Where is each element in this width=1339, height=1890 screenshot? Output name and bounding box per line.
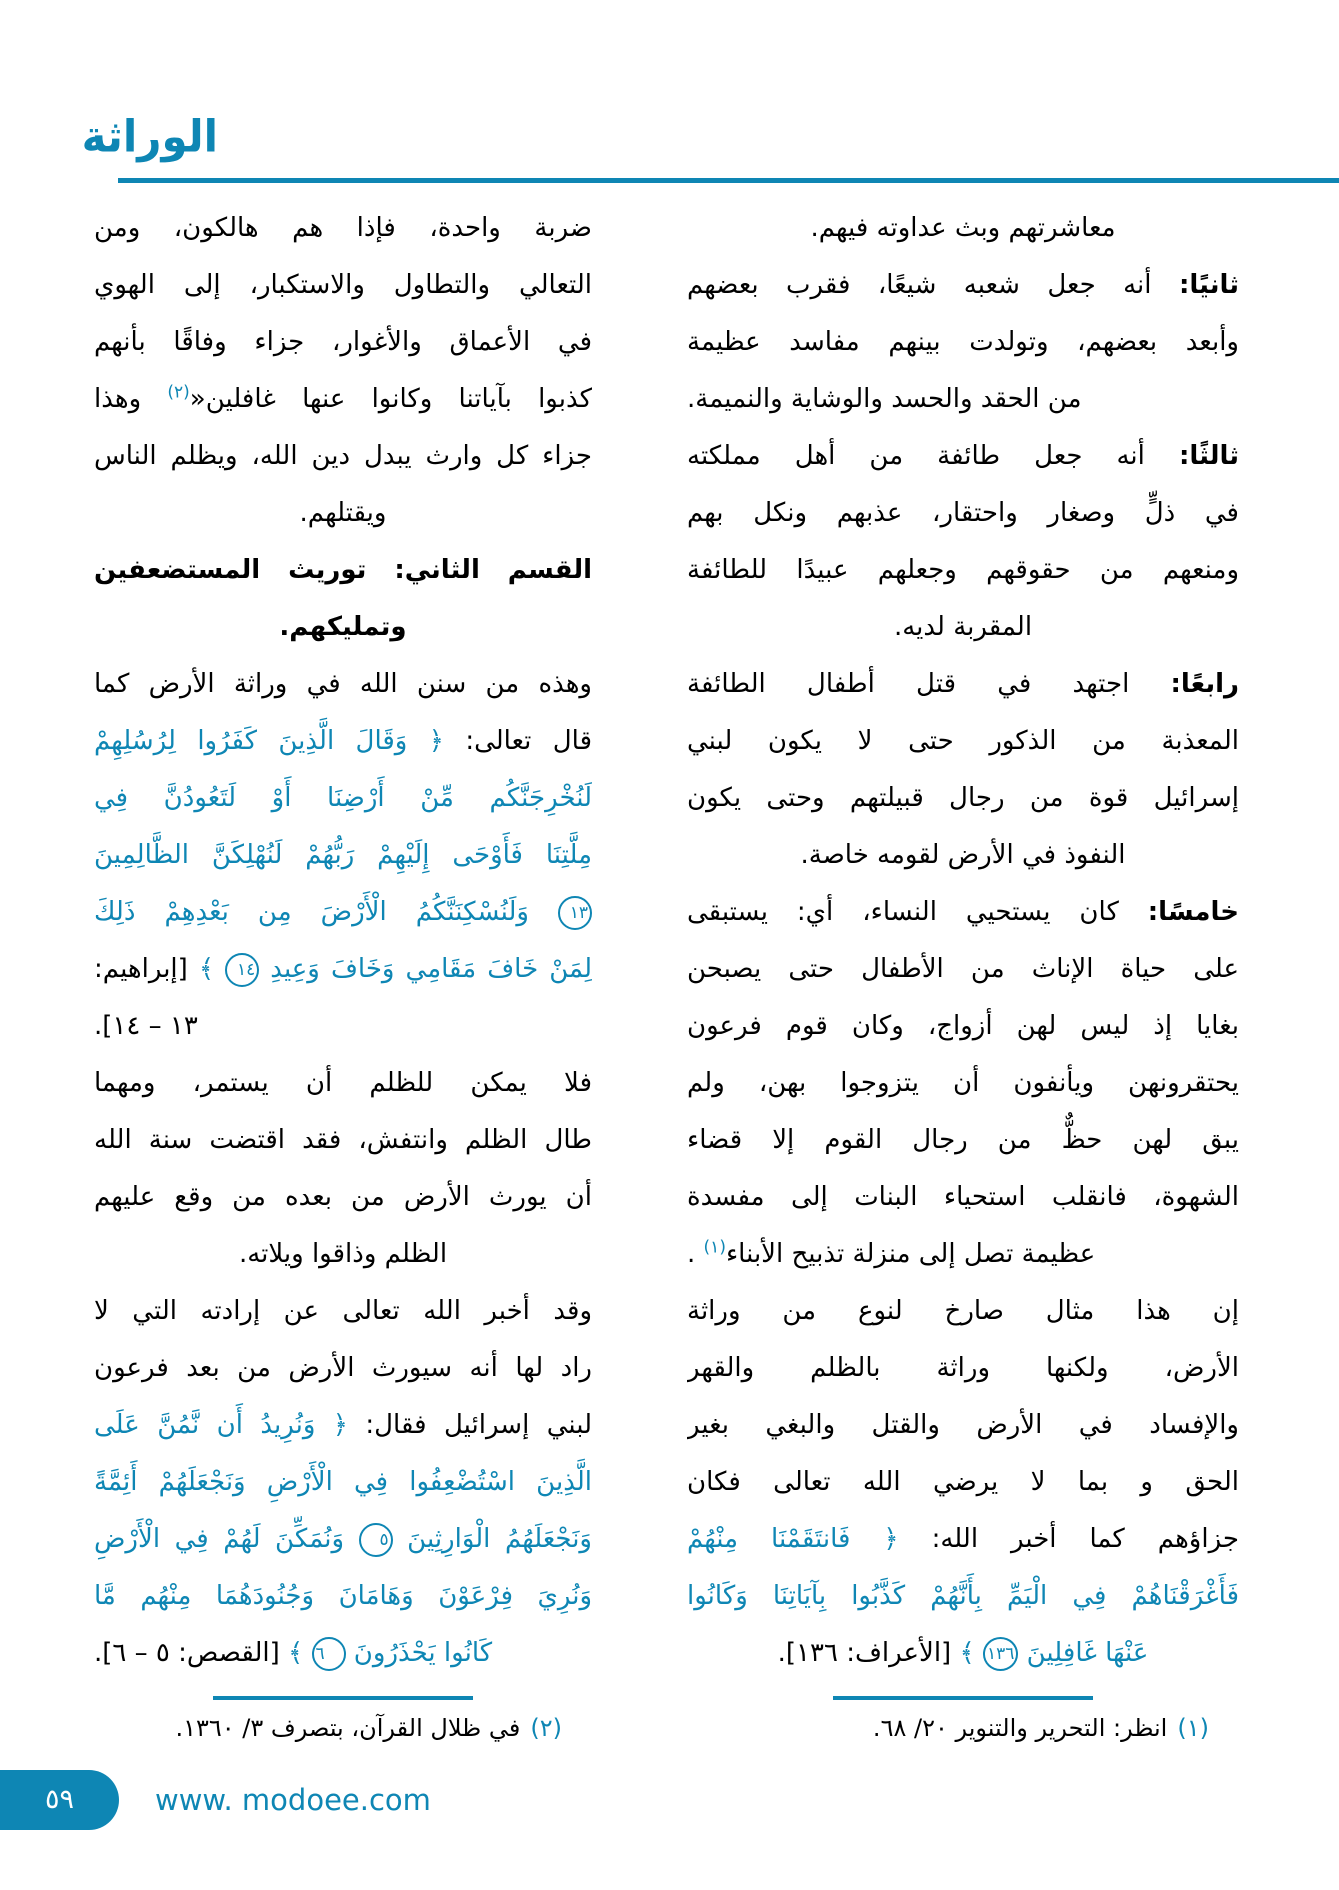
ayah-number-ornament: ٦ — [312, 1637, 346, 1671]
quran-verse-line — [94, 770, 592, 827]
quran-text: وَلَنُسْكِنَنَّكُمُ الْأَرْضَ مِن بَعْدِهِمْ ذَلِكَ — [94, 897, 558, 927]
body-text: جزاؤهم كما أخبر الله: — [898, 1524, 1239, 1554]
body-text: طال الظلم وانتفش، فقد اقتضت سنة الله — [94, 1125, 592, 1155]
body-text: من الحقد والحسد والوشاية والنميمة. — [687, 384, 1082, 414]
body-text: قال تعالى: — [443, 726, 592, 756]
quran-text: ﴿ فَانتَقَمْنَا مِنْهُمْ — [687, 1524, 899, 1554]
text-column-left — [94, 200, 592, 1770]
body-text: الشهوة، فانقلب استحياء البنات إلى مفسدة — [687, 1182, 1239, 1212]
quran-text: مِلَّتِنَا فَأَوْحَى إِلَيْهِمْ رَبُّهُمْ لَنُهْلِكَنَّ الظَّالِمِينَ — [94, 840, 592, 870]
body-text: يحتقرونهن ويأنفون أن يتزوجوا بهن، ولم — [687, 1068, 1239, 1098]
quran-verse-line — [94, 1511, 592, 1568]
footnote-divider — [213, 1696, 473, 1700]
body-text: التعالي والتطاول والاستكبار، إلى الهوي — [94, 270, 592, 300]
body-text: ثالثًا: — [1178, 441, 1239, 471]
body-text: والإفساد في الأرض والقتل والبغي بغير — [687, 1410, 1239, 1440]
quran-text: الَّذِينَ اسْتُضْعِفُوا فِي الْأَرْضِ وَنَجْعَلَهُمْ أَئِمَّةً — [94, 1467, 592, 1497]
body-text: وهذا — [94, 384, 168, 414]
quran-verse-line — [687, 1568, 1239, 1625]
quran-text: وَنُمَكِّنَ لَهُمْ فِي الْأَرْضِ — [94, 1524, 359, 1554]
body-text: الظلم وذاقوا ويلاته. — [238, 1239, 448, 1269]
text-line — [687, 1454, 1239, 1511]
text-line — [94, 998, 592, 1055]
body-text: كذبوا بآياتنا وكانوا عنها غافلين« — [189, 384, 592, 414]
body-text: عظيمة تصل إلى منزلة تذبيح الأبناء — [725, 1239, 1096, 1269]
text-line — [687, 599, 1239, 656]
text-line — [687, 1055, 1239, 1112]
page-number-badge — [0, 1770, 119, 1830]
body-text: أنه جعل طائفة من أهل مملكته — [687, 441, 1179, 471]
text-line — [687, 485, 1239, 542]
body-text: إن هذا مثال صارخ لنوع من وراثة — [687, 1296, 1239, 1326]
footnote-right — [687, 1706, 1239, 1750]
body-text: أنه جعل شعبه شيعًا، فقرب بعضهم — [687, 270, 1179, 300]
quran-verse-line — [94, 827, 592, 884]
quran-text: ﴿ وَقَالَ الَّذِينَ كَفَرُوا لِرُسُلِهِمْ — [94, 726, 444, 756]
body-text: ١٣ – ١٤]. — [94, 1011, 198, 1041]
body-text: ضربة واحدة، فإذا هم هالكون، ومن — [94, 213, 592, 243]
text-line — [687, 257, 1239, 314]
body-text: في الأعماق والأغوار، جزاء وفاقًا بأنهم — [94, 327, 592, 357]
text-line — [687, 1226, 1239, 1283]
text-line — [687, 827, 1239, 884]
text-line — [687, 200, 1239, 257]
body-text: الحق و بما لا يرضي الله تعالى فكان — [687, 1467, 1239, 1497]
text-line — [687, 314, 1239, 371]
text-line — [687, 1340, 1239, 1397]
text-line — [94, 1283, 592, 1340]
text-line — [687, 713, 1239, 770]
text-line — [687, 428, 1239, 485]
body-text: لبني إسرائيل فقال: — [348, 1410, 592, 1440]
text-line — [687, 371, 1239, 428]
footnote-text: في ظلال القرآن، بتصرف ٣/ ١٣٦٠. — [175, 1714, 521, 1742]
text-line — [687, 998, 1239, 1055]
body-text: خامسًا: — [1147, 897, 1239, 927]
text-column-right — [687, 200, 1239, 1770]
body-text: وقد أخبر الله تعالى عن إرادته التي لا — [94, 1296, 592, 1326]
text-line — [94, 1226, 592, 1283]
footnote-reference: (٢) — [167, 382, 190, 403]
footnote-marker: (١) — [1177, 1714, 1209, 1742]
text-line — [94, 1340, 592, 1397]
text-line — [94, 1169, 592, 1226]
quran-verse-line — [94, 941, 592, 998]
text-line — [687, 1112, 1239, 1169]
body-text: ثانيًا: — [1178, 270, 1239, 300]
footnote-divider — [833, 1696, 1093, 1700]
quran-text: لِمَنْ خَافَ مَقَامِي وَخَافَ وَعِيدِ — [259, 954, 592, 984]
text-line — [687, 941, 1239, 998]
body-text: يبق لهن حظٌّ من رجال القوم إلا قضاء — [687, 1125, 1239, 1155]
body-text: القسم الثاني: توريث المستضعفين — [94, 555, 592, 585]
header-rule — [118, 178, 1339, 183]
text-line — [94, 1055, 592, 1112]
body-text: رابعًا: — [1170, 669, 1239, 699]
footnote-text: انظر: التحرير والتنوير ٢٠/ ٦٨. — [872, 1714, 1168, 1742]
text-line — [687, 1397, 1239, 1454]
body-text: . — [687, 1239, 704, 1269]
body-text: الأرض، ولكنها وراثة بالظلم والقهر — [687, 1353, 1239, 1383]
body-text: وهذه من سنن الله في وراثة الأرض كما — [94, 669, 592, 699]
body-text: [الأعراف: ١٣٦]. — [777, 1638, 960, 1668]
quran-verse-line — [94, 1397, 592, 1454]
body-text: بغايا إذ ليس لهن أزواج، وكان قوم فرعون — [687, 1011, 1239, 1041]
footnote-reference: (١) — [703, 1237, 726, 1258]
body-text: كان يستحيي النساء، أي: يستبقى — [687, 897, 1148, 927]
body-text: [القصص: ٥ – ٦]. — [94, 1638, 289, 1668]
footnote-left — [94, 1706, 592, 1750]
body-text: جزاء كل وارث يبدل دين الله، ويظلم الناس — [94, 441, 592, 471]
page-content — [94, 200, 1239, 1770]
body-text: راد لها أنه سيورث الأرض من بعد فرعون — [94, 1353, 592, 1383]
body-text: النفوذ في الأرض لقومه خاصة. — [800, 840, 1126, 870]
text-line — [687, 542, 1239, 599]
body-text: وأبعد بعضهم، وتولدت بينهم مفاسد عظيمة — [687, 327, 1239, 357]
chapter-title-calligraphy: الوراثة — [81, 110, 218, 163]
quran-verse-line — [94, 1625, 592, 1682]
body-text: على حياة الإناث من الأطفال حتى يصبحن — [687, 954, 1239, 984]
text-line — [94, 485, 592, 542]
footnote-marker: (٢) — [530, 1714, 562, 1742]
quran-text: ﴾ — [959, 1638, 983, 1668]
ayah-number-ornament: ١٤ — [225, 953, 259, 987]
body-text: المعذبة من الذكور حتى لا يكون لبني — [687, 726, 1239, 756]
body-text: المقربة لديه. — [893, 612, 1033, 642]
body-text: فلا يمكن للظلم أن يستمر، ومهما — [94, 1068, 592, 1098]
page-number: ٥٩ — [44, 1784, 74, 1815]
body-text: ويقتلهم. — [299, 498, 387, 528]
text-line — [687, 656, 1239, 713]
quran-text: ﴾ — [198, 954, 226, 984]
quran-text: كَانُوا يَحْذَرُونَ — [345, 1638, 493, 1668]
body-text: إسرائيل قوة من رجال قبيلتهم وحتى يكون — [687, 783, 1239, 813]
quran-verse-line — [94, 884, 592, 941]
text-line — [687, 1169, 1239, 1226]
quran-verse-line — [94, 1568, 592, 1625]
text-line — [687, 1283, 1239, 1340]
text-line — [687, 770, 1239, 827]
text-line — [94, 257, 592, 314]
text-line — [94, 656, 592, 713]
website-link[interactable]: www. modoee.com — [155, 1783, 431, 1817]
quran-verse-line — [687, 1625, 1239, 1682]
quran-text: ﴾ — [288, 1638, 312, 1668]
quran-text: فَأَغْرَقْنَاهُمْ فِي الْيَمِّ بِأَنَّهُمْ كَذَّبُوا بِآيَاتِنَا وَكَانُوا — [687, 1581, 1239, 1611]
quran-text: ﴿ وَنُرِيدُ أَن نَّمُنَّ عَلَى — [94, 1410, 349, 1440]
text-line — [94, 371, 592, 428]
quran-verse-line — [94, 713, 592, 770]
text-line — [687, 884, 1239, 941]
column-right-lines — [687, 200, 1239, 1682]
body-text: وتمليكهم. — [279, 612, 407, 642]
ayah-number-ornament: ١٣٦ — [983, 1637, 1018, 1671]
body-text: أن يورث الأرض من بعده من وقع عليهم — [94, 1182, 592, 1212]
text-line — [94, 314, 592, 371]
quran-text: وَنَجْعَلَهُمُ الْوَارِثِينَ — [392, 1524, 592, 1554]
quran-verse-line — [687, 1511, 1239, 1568]
text-line — [94, 599, 592, 656]
column-left-lines — [94, 200, 592, 1682]
text-line — [94, 542, 592, 599]
ayah-number-ornament: ١٣ — [558, 896, 592, 930]
ayah-number-ornament: ٥ — [359, 1523, 393, 1557]
quran-text: لَنُخْرِجَنَّكُم مِّنْ أَرْضِنَا أَوْ لَتَعُودُنَّ فِي — [94, 783, 592, 813]
text-line — [94, 1112, 592, 1169]
body-text: معاشرتهم وبث عداوته فيهم. — [810, 213, 1116, 243]
quran-text: وَنُرِيَ فِرْعَوْنَ وَهَامَانَ وَجُنُودَهُمَا مِنْهُم مَّا — [94, 1581, 592, 1611]
body-text: ومنعهم من حقوقهم وجعلهم عبيدًا للطائفة — [687, 555, 1239, 585]
body-text: في ذلٍّ وصغار واحتقار، عذبهم ونكل بهم — [687, 498, 1239, 528]
quran-text: عَنْهَا غَافِلِينَ — [1018, 1638, 1149, 1668]
body-text: [إبراهيم: — [94, 954, 199, 984]
quran-verse-line — [94, 1454, 592, 1511]
text-line — [94, 200, 592, 257]
body-text: اجتهد في قتل أطفال الطائفة — [687, 669, 1171, 699]
text-line — [94, 428, 592, 485]
